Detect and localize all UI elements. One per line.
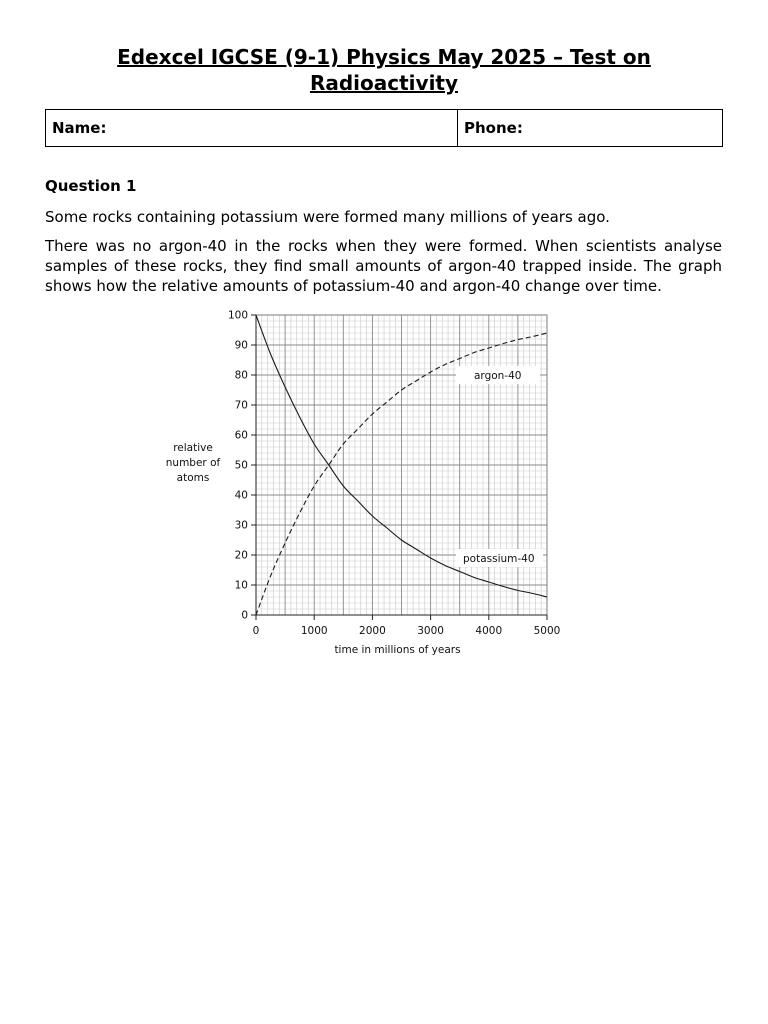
y-tick-label: 40 [234,489,248,502]
y-tick-label: 100 [227,309,248,322]
y-tick-label: 20 [234,549,248,562]
argon-40-series-label: argon-40 [474,370,522,382]
name-field[interactable]: Name: [46,110,458,147]
y-tick-label: 50 [234,459,248,472]
question-paragraph-2: There was no argon-40 in the rocks when they were formed. When scientists analyse samples of these rocks, they find small amounts of argon-40 trapped inside. The graph shows how the relative amounts of potassium-40 and argon-40 change over time. [45,237,722,295]
x-tick-label: 5000 [533,625,561,637]
y-tick-label: 60 [234,429,248,442]
y-axis-label-line1: relative [173,442,213,454]
y-tick-label: 80 [234,369,248,382]
y-tick-label: 90 [234,339,248,352]
x-axis-label: time in millions of years [334,644,461,656]
page-title: Edexcel IGCSE (9-1) Physics May 2025 – Test on Radioactivity [117,45,651,95]
major-gridlines [256,315,547,615]
x-tick-label: 3000 [417,625,444,637]
y-axis-label-line2: number of [165,457,221,469]
question-paragraph-1: Some rocks containing potassium were formed many millions of years ago. [45,208,610,226]
x-tick-label: 4000 [475,625,503,637]
phone-field[interactable]: Phone: [458,110,723,147]
y-axis-label-line3: atoms [176,472,210,484]
axes [228,310,560,638]
y-tick-label: 0 [241,609,248,622]
x-tick-label: 2000 [359,625,386,637]
x-tick-label: 1000 [300,625,328,637]
y-tick-label: 10 [234,579,248,592]
student-info-table [45,109,723,147]
y-tick-label: 70 [234,399,248,412]
decay-graph [150,305,640,665]
chart-labels [166,366,543,656]
potassium-40-series-label: potassium-40 [463,553,535,565]
x-tick-label: 0 [252,625,260,637]
y-tick-label: 30 [234,519,248,532]
question-heading: Question 1 [45,177,137,195]
